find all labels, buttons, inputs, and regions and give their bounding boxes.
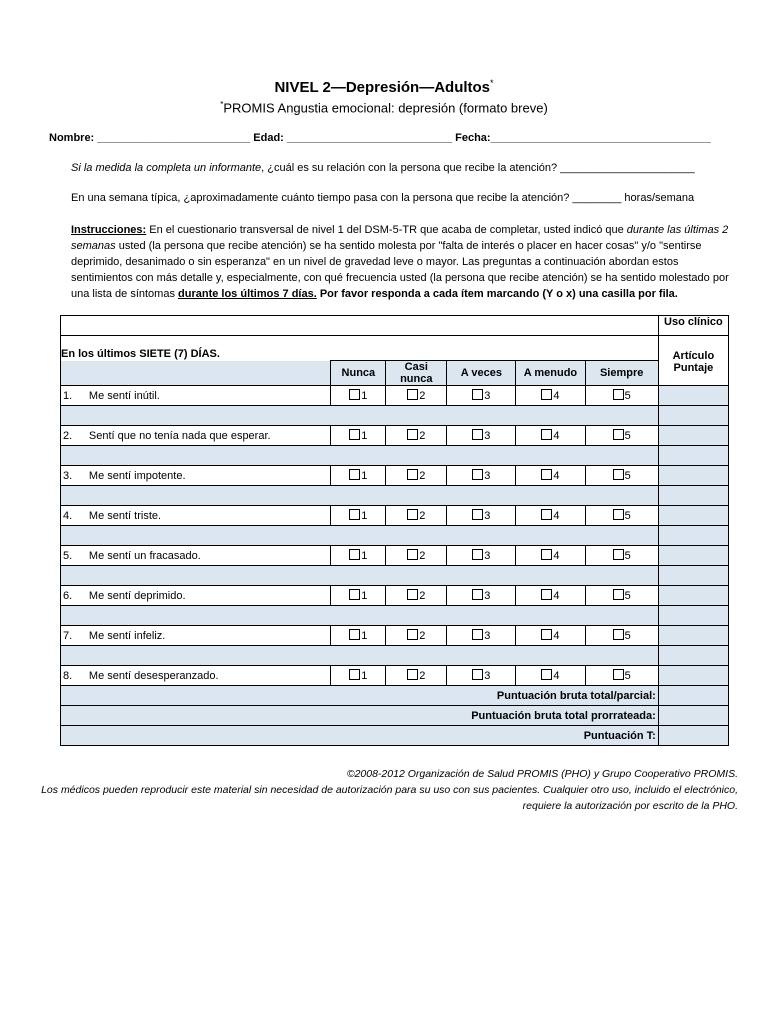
item-score-cell[interactable] [658, 626, 728, 646]
answer-cell[interactable] [585, 386, 658, 406]
spacer-score-cell [658, 646, 728, 666]
answer-value: 4 [553, 590, 560, 602]
checkbox-icon[interactable] [472, 589, 483, 600]
spacer-score-cell [658, 526, 728, 546]
item-text: Me sentí infeliz. [87, 626, 331, 646]
answer-value: 1 [361, 510, 368, 522]
checkbox-icon[interactable] [541, 669, 552, 680]
answer-cell[interactable] [386, 426, 447, 446]
checkbox-icon[interactable] [349, 629, 360, 640]
table-row [61, 626, 729, 646]
instructions-bold: Por favor responda a cada ítem marcando (Y o x) una casilla por fila. [316, 288, 678, 300]
informant-italic: Si la medida la completa un informante [71, 162, 262, 174]
checkbox-icon[interactable] [349, 469, 360, 480]
checkbox-icon[interactable] [613, 629, 624, 640]
clinical-use-header: Uso clínico [658, 316, 728, 336]
checkbox-icon[interactable] [541, 389, 552, 400]
answer-cell[interactable] [516, 386, 585, 406]
item-text: Sentí que no tenía nada que esperar. [87, 426, 331, 446]
checkbox-icon[interactable] [541, 469, 552, 480]
checkbox-icon[interactable] [407, 429, 418, 440]
answer-cell[interactable] [585, 506, 658, 526]
spacer-cell [61, 606, 659, 626]
answer-value: 5 [624, 550, 631, 562]
answer-cell[interactable] [331, 386, 386, 406]
checkbox-icon[interactable] [472, 629, 483, 640]
answer-value: 4 [553, 470, 560, 482]
checkbox-icon[interactable] [472, 469, 483, 480]
answer-value: 2 [419, 590, 426, 602]
spacer-row [61, 566, 729, 586]
answer-value: 3 [484, 630, 491, 642]
checkbox-icon[interactable] [613, 469, 624, 480]
spacer-cell [61, 486, 659, 506]
subtitle-text: PROMIS Angustia emocional: depresión (formato breve) [223, 100, 548, 116]
answer-value: 4 [553, 550, 560, 562]
answer-cell[interactable] [585, 666, 658, 686]
page-subtitle [0, 100, 768, 115]
spacer-score-cell [658, 406, 728, 426]
title-text: NIVEL 2—Depresión—Adultos [274, 79, 491, 96]
answer-value: 5 [624, 670, 631, 682]
checkbox-icon[interactable] [613, 549, 624, 560]
checkbox-icon[interactable] [407, 469, 418, 480]
checkbox-icon[interactable] [613, 669, 624, 680]
score-value-cell[interactable] [658, 686, 728, 706]
checkbox-icon[interactable] [407, 589, 418, 600]
identification-line[interactable]: Nombre: _________________________ Edad: ___________________________ Fecha:____________________________________ [49, 132, 711, 144]
checkbox-icon[interactable] [349, 669, 360, 680]
spacer-score-cell [658, 446, 728, 466]
col-header-a-menudo: A menudo [516, 361, 585, 386]
answer-cell[interactable] [516, 506, 585, 526]
spacer-score-cell [658, 486, 728, 506]
table-top-blank [61, 316, 659, 336]
answer-value: 1 [361, 590, 368, 602]
time-question[interactable]: En una semana típica, ¿aproximadamente cuánto tiempo pasa con la persona que recibe la atención? ________ horas/semana [71, 192, 695, 204]
answer-cell[interactable] [386, 546, 447, 566]
answer-cell[interactable] [585, 466, 658, 486]
answer-cell[interactable] [516, 626, 585, 646]
answer-value: 1 [361, 670, 368, 682]
score-row [61, 706, 729, 726]
footer-line-2: Los médicos pueden reproducir este material sin necesidad de autorización para su uso con sus pacientes. Cualquier otro uso, incluido el electrónico, requiere la autorización por escrito de la PHO. [41, 784, 738, 812]
checkbox-icon[interactable] [541, 589, 552, 600]
answer-value: 4 [553, 510, 560, 522]
instructions-italic: durante las últimas 2 semanas [71, 224, 729, 252]
answer-value: 4 [553, 670, 560, 682]
spacer-row [61, 526, 729, 546]
score-label: Puntuación bruta total/parcial: [61, 686, 659, 706]
answer-cell[interactable] [516, 466, 585, 486]
checkbox-icon[interactable] [541, 549, 552, 560]
spacer-cell [61, 646, 659, 666]
checkbox-icon[interactable] [349, 429, 360, 440]
item-text: Me sentí inútil. [87, 386, 331, 406]
instructions-part1: En el cuestionario transversal de nivel 1 del DSM-5-TR que acaba de completar, usted indicó que [146, 224, 627, 236]
answer-value: 3 [484, 430, 491, 442]
footer-line-1: ©2008-2012 Organización de Salud PROMIS (PHO) y Grupo Cooperativo PROMIS. [346, 768, 738, 780]
col-header-casi-nunca: Casi nunca [386, 361, 447, 386]
answer-value: 4 [553, 390, 560, 402]
answer-value: 3 [484, 470, 491, 482]
answer-value: 3 [484, 510, 491, 522]
item-text: Me sentí triste. [87, 506, 331, 526]
item-score-cell[interactable] [658, 426, 728, 446]
checkbox-icon[interactable] [349, 549, 360, 560]
answer-value: 2 [419, 630, 426, 642]
checkbox-icon[interactable] [613, 509, 624, 520]
checkbox-icon[interactable] [407, 389, 418, 400]
answer-cell[interactable] [447, 666, 516, 686]
table-row [61, 586, 729, 606]
answer-value: 1 [361, 390, 368, 402]
instructions-part2: usted (la persona que recibe atención) se ha sentido molesta por "falta de interés o placer en hacer cosas" y/o "sentirse deprimido, desanimado o sin esperanza" en un nivel de gravedad leve o mayor. Las preguntas a continuación abordan estos sentimientos con más detalle y, especialmente, con qué frecuencia usted (la persona que recibe atención) se ha sentido molestado por una lista de síntomas [71, 240, 729, 300]
answer-cell[interactable] [386, 666, 447, 686]
checkbox-icon[interactable] [613, 389, 624, 400]
answer-value: 1 [361, 470, 368, 482]
answer-value: 4 [553, 430, 560, 442]
score-row [61, 686, 729, 706]
symptom-table [60, 315, 729, 746]
answer-cell[interactable] [386, 506, 447, 526]
page-title [0, 78, 768, 96]
item-number: 5. [61, 546, 87, 566]
item-score-cell[interactable] [658, 586, 728, 606]
spacer-row [61, 446, 729, 466]
item-number: 6. [61, 586, 87, 606]
instructions-underline: durante los últimos 7 días. [178, 288, 317, 300]
answer-value: 2 [419, 550, 426, 562]
answer-cell[interactable] [386, 626, 447, 646]
spacer-score-cell [658, 566, 728, 586]
answer-value: 3 [484, 390, 491, 402]
answer-cell[interactable] [331, 546, 386, 566]
answer-cell[interactable] [386, 466, 447, 486]
col-header-a-veces: A veces [447, 361, 516, 386]
answer-cell[interactable] [516, 586, 585, 606]
answer-cell[interactable] [516, 546, 585, 566]
informant-question[interactable] [71, 162, 741, 174]
informant-rest: , ¿cuál es su relación con la persona que recibe la atención? ______________________ [261, 162, 695, 174]
checkbox-icon[interactable] [472, 509, 483, 520]
answer-value: 2 [419, 430, 426, 442]
spacer-cell [61, 406, 659, 426]
item-text: Me sentí desesperanzado. [87, 666, 331, 686]
spacer-row [61, 486, 729, 506]
score-value-cell[interactable] [658, 726, 728, 746]
item-number: 3. [61, 466, 87, 486]
table-row [61, 466, 729, 486]
period-label: En los últimos SIETE (7) DÍAS. [61, 336, 659, 361]
answer-cell[interactable] [447, 546, 516, 566]
col-header-siempre: Siempre [585, 361, 658, 386]
score-label: Puntuación bruta total prorrateada: [61, 706, 659, 726]
item-number: 2. [61, 426, 87, 446]
answer-value: 1 [361, 430, 368, 442]
spacer-row [61, 606, 729, 626]
copyright-footer [40, 766, 738, 814]
answer-cell[interactable] [447, 506, 516, 526]
answer-cell[interactable] [331, 666, 386, 686]
item-text: Me sentí deprimido. [87, 586, 331, 606]
answer-value: 2 [419, 670, 426, 682]
item-number: 4. [61, 506, 87, 526]
answer-value: 3 [484, 590, 491, 602]
answer-value: 1 [361, 630, 368, 642]
answer-cell[interactable] [386, 586, 447, 606]
checkbox-icon[interactable] [472, 549, 483, 560]
checkbox-icon[interactable] [472, 669, 483, 680]
item-score-cell[interactable] [658, 466, 728, 486]
checkbox-icon[interactable] [541, 509, 552, 520]
answer-value: 1 [361, 550, 368, 562]
answer-cell[interactable] [516, 426, 585, 446]
answer-cell[interactable] [447, 386, 516, 406]
spacer-row [61, 646, 729, 666]
answer-value: 5 [624, 430, 631, 442]
answer-cell[interactable] [585, 546, 658, 566]
item-score-cell[interactable] [658, 506, 728, 526]
answer-value: 4 [553, 630, 560, 642]
item-score-cell[interactable] [658, 546, 728, 566]
answer-value: 2 [419, 390, 426, 402]
column-header-blank [61, 361, 331, 386]
checkbox-icon[interactable] [407, 509, 418, 520]
table-row [61, 426, 729, 446]
item-number: 8. [61, 666, 87, 686]
checkbox-icon[interactable] [541, 429, 552, 440]
instructions-label: Instrucciones: [71, 224, 147, 236]
checkbox-icon[interactable] [613, 429, 624, 440]
answer-cell[interactable] [331, 466, 386, 486]
answer-cell[interactable] [447, 586, 516, 606]
answer-cell[interactable] [516, 666, 585, 686]
table-row [61, 666, 729, 686]
spacer-cell [61, 446, 659, 466]
spacer-row [61, 406, 729, 426]
instructions [71, 222, 741, 302]
answer-value: 2 [419, 470, 426, 482]
item-score-cell[interactable] [658, 666, 728, 686]
answer-cell[interactable] [331, 586, 386, 606]
answer-cell[interactable] [331, 506, 386, 526]
checkbox-icon[interactable] [541, 629, 552, 640]
table-row [61, 386, 729, 406]
answer-value: 5 [624, 390, 631, 402]
item-score-header: Artículo Puntaje [658, 336, 728, 386]
item-score-cell[interactable] [658, 386, 728, 406]
checkbox-icon[interactable] [349, 589, 360, 600]
checkbox-icon[interactable] [407, 629, 418, 640]
item-number: 1. [61, 386, 87, 406]
answer-value: 3 [484, 550, 491, 562]
item-text: Me sentí impotente. [87, 466, 331, 486]
answer-value: 3 [484, 670, 491, 682]
item-number: 7. [61, 626, 87, 646]
score-value-cell[interactable] [658, 706, 728, 726]
answer-cell[interactable] [585, 426, 658, 446]
answer-value: 2 [419, 510, 426, 522]
answer-cell[interactable] [585, 586, 658, 606]
checkbox-icon[interactable] [407, 669, 418, 680]
answer-value: 5 [624, 470, 631, 482]
checkbox-icon[interactable] [349, 389, 360, 400]
answer-cell[interactable] [585, 626, 658, 646]
spacer-score-cell [658, 606, 728, 626]
col-header-nunca: Nunca [331, 361, 386, 386]
answer-cell[interactable] [447, 466, 516, 486]
table-row [61, 506, 729, 526]
answer-cell[interactable] [386, 386, 447, 406]
table-row [61, 546, 729, 566]
checkbox-icon[interactable] [613, 589, 624, 600]
title-asterisk: * [490, 78, 494, 88]
answer-cell[interactable] [331, 426, 386, 446]
checkbox-icon[interactable] [349, 509, 360, 520]
score-label: Puntuación T: [61, 726, 659, 746]
checkbox-icon[interactable] [472, 429, 483, 440]
checkbox-icon[interactable] [407, 549, 418, 560]
spacer-cell [61, 526, 659, 546]
answer-cell[interactable] [447, 626, 516, 646]
answer-cell[interactable] [447, 426, 516, 446]
answer-cell[interactable] [331, 626, 386, 646]
answer-value: 5 [624, 590, 631, 602]
spacer-cell [61, 566, 659, 586]
answer-value: 5 [624, 630, 631, 642]
checkbox-icon[interactable] [472, 389, 483, 400]
item-text: Me sentí un fracasado. [87, 546, 331, 566]
column-header-row [61, 361, 729, 386]
answer-value: 5 [624, 510, 631, 522]
score-row [61, 726, 729, 746]
subtitle-asterisk: * [220, 100, 224, 109]
